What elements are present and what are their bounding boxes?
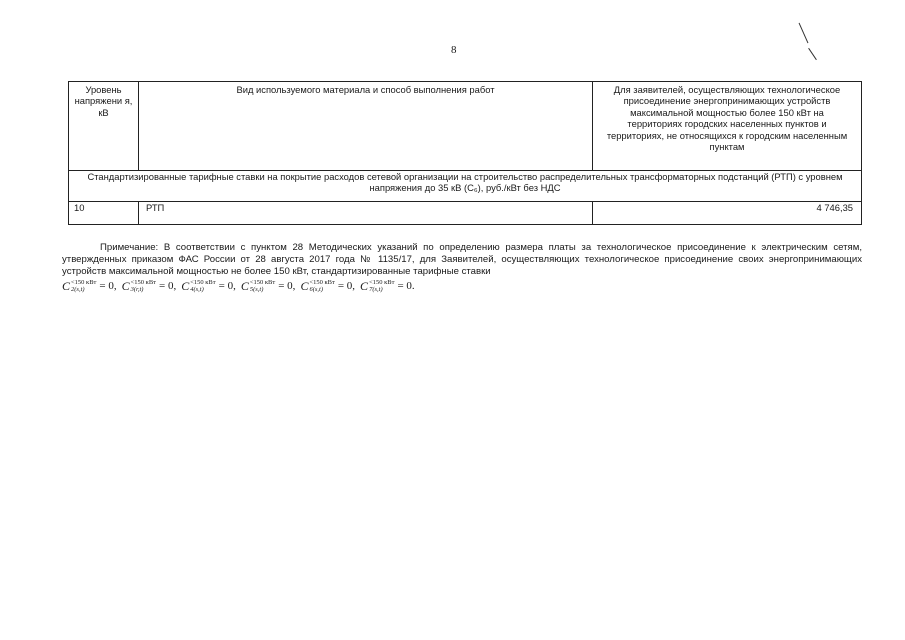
formula-symbol: C [360, 279, 369, 293]
formula-superscript: <150 кВт [369, 279, 395, 286]
formula-scripts [369, 279, 394, 293]
formula-superscript: <150 кВт [130, 279, 156, 286]
note-text: Примечание: В соответствии с пунктом 28 Методических указаний по определению размера платы за технологическое присоединение к электрическим сетям, утвержденных приказом ФАС России от 28 августа 2017 года № 1135/17, для Заявителей, осуществляющих технологическое присоединение своих энергопринимающих устройств максимальной мощностью не более 150 кВт, стандартизированные тарифные ставки [62, 242, 862, 277]
margin-mark [799, 23, 809, 44]
formula-line [62, 279, 862, 293]
formula-equals: = 0. [397, 280, 415, 292]
formula-superscript: <150 кВт [71, 279, 97, 286]
tariff-table [68, 81, 862, 225]
header-voltage: Уровень напряжени я, кВ [69, 82, 139, 171]
section-title: Стандартизированные тарифные ставки на покрытие расходов сетевой организации на строительство распределительных трансформаторных подстанций (РТП) с уровнем напряжения до 35 кВ (C₆), руб./кВт без НДС [69, 171, 862, 202]
formula-term [62, 279, 120, 293]
formula-superscript: <150 кВт [190, 279, 216, 286]
formula-symbol: C [121, 279, 130, 293]
cell-rate: 4 746,35 [593, 202, 862, 225]
cell-voltage: 10 [69, 202, 139, 225]
formula-symbol: C [240, 279, 249, 293]
formula-term [300, 279, 358, 293]
formula-scripts [250, 279, 275, 293]
formula-subscript: 3(r,t) [130, 286, 144, 293]
formula-subscript: 2(s,t) [71, 286, 85, 293]
formula-subscript: 5(s,t) [249, 286, 264, 293]
header-applicants: Для заявителей, осуществляющих технологическое присоединение энергопринимающих устройств максимальной мощностью более 150 кВт на территориях городских населенных пунктов и территориях, не относящихся к городским населенным пунктам [593, 82, 862, 171]
formula-equals: = 0, [278, 280, 296, 292]
formula-superscript: <150 кВт [309, 279, 335, 286]
formula-scripts [190, 279, 215, 293]
formula-symbol: C [300, 279, 309, 293]
margin-mark [808, 48, 817, 60]
formula-scripts [131, 279, 156, 293]
formula-term [122, 279, 180, 293]
header-material: Вид используемого материала и способ выполнения работ [139, 82, 593, 171]
formula-scripts [71, 279, 96, 293]
formula-symbol: C [62, 279, 71, 293]
formula-term [181, 279, 239, 293]
table-section-row [69, 171, 862, 202]
formula-superscript: <150 кВт [249, 279, 276, 286]
formula-scripts [309, 279, 334, 293]
table-row [69, 202, 862, 225]
formula-equals: = 0, [99, 280, 117, 292]
formula-subscript: 6(s,t) [309, 286, 323, 293]
formula-term [241, 279, 299, 293]
table-header-row [69, 82, 862, 171]
formula-equals: = 0, [337, 280, 356, 292]
page-number: 8 [451, 44, 457, 56]
formula-equals: = 0, [218, 280, 236, 292]
formula-subscript: 4(s,t) [190, 286, 204, 293]
formula-term [360, 279, 418, 293]
formula-equals: = 0, [159, 280, 177, 292]
cell-material: РТП [139, 202, 593, 225]
formula-subscript: 7(s,t) [369, 286, 383, 293]
formula-symbol: C [181, 279, 190, 293]
note-block [62, 242, 862, 293]
